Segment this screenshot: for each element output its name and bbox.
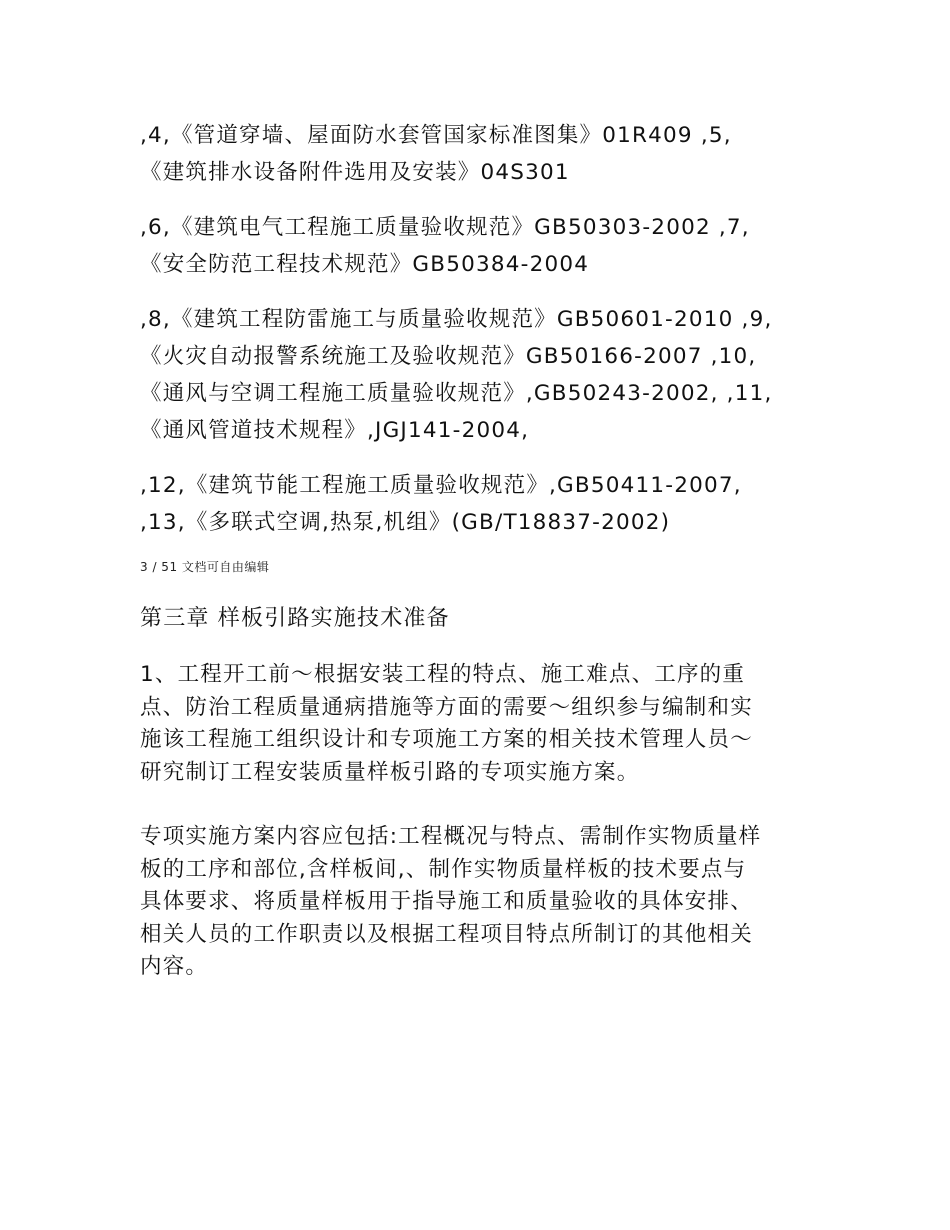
reference-line: 《通风与空调工程施工质量验收规范》,GB50243-2002, ,11, xyxy=(140,381,773,406)
paragraph-2 xyxy=(140,821,830,984)
reference-line: 《火灾自动报警系统施工及验收规范》GB50166-2007 ,10, xyxy=(140,344,757,369)
paragraph-line: 点、防治工程质量通病措施等方面的需要～组织参与编制和实 xyxy=(140,694,753,720)
reference-line: ,13,《多联式空调,热泵,机组》(GB/T18837-2002) xyxy=(140,510,671,535)
reference-line: 《安全防范工程技术规范》GB50384-2004 xyxy=(140,252,590,277)
reference-block-6-7 xyxy=(140,209,830,283)
reference-block-12-13 xyxy=(140,467,830,541)
paragraph-1 xyxy=(140,659,830,789)
paragraph-line: 相关人员的工作职责以及根据工程项目特点所制订的其他相关 xyxy=(140,921,753,947)
reference-line: ,12,《建筑节能工程施工质量验收规范》,GB50411-2007, xyxy=(140,473,742,498)
paragraph-line: 具体要求、将质量样板用于指导施工和质量验收的具体安排、 xyxy=(140,889,753,915)
paragraph-line: 专项实施方案内容应包括:工程概况与特点、需制作实物质量样 xyxy=(140,824,762,849)
reference-line: 《通风管道技术规程》,JGJ141-2004, xyxy=(140,418,530,443)
paragraph-line: 内容。 xyxy=(140,954,209,980)
reference-line: ,4,《管道穿墙、屋面防水套管国家标准图集》01R409 ,5, xyxy=(140,123,732,148)
paragraph-line: 研究制订工程安装质量样板引路的专项实施方案。 xyxy=(140,759,640,785)
reference-block-8-11 xyxy=(140,301,830,449)
paragraph-line: 板的工序和部位,含样板间,、制作实物质量样板的技术要点与 xyxy=(140,856,747,882)
paragraph-line: 施该工程施工组织设计和专项施工方案的相关技术管理人员～ xyxy=(140,727,753,753)
reference-line: ,8,《建筑工程防雷施工与质量验收规范》GB50601-2010 ,9, xyxy=(140,307,773,332)
page-footer: 3 / 51 文档可自由编辑 xyxy=(140,560,270,574)
chapter-title: 第三章 样板引路实施技术准备 xyxy=(140,606,450,631)
reference-line: 《建筑排水设备附件选用及安装》04S301 xyxy=(140,160,570,185)
reference-line: ,6,《建筑电气工程施工质量验收规范》GB50303-2002 ,7, xyxy=(140,215,750,240)
reference-block-4-5 xyxy=(140,117,830,191)
paragraph-line: 1、工程开工前～根据安装工程的特点、施工难点、工序的重 xyxy=(140,662,746,687)
